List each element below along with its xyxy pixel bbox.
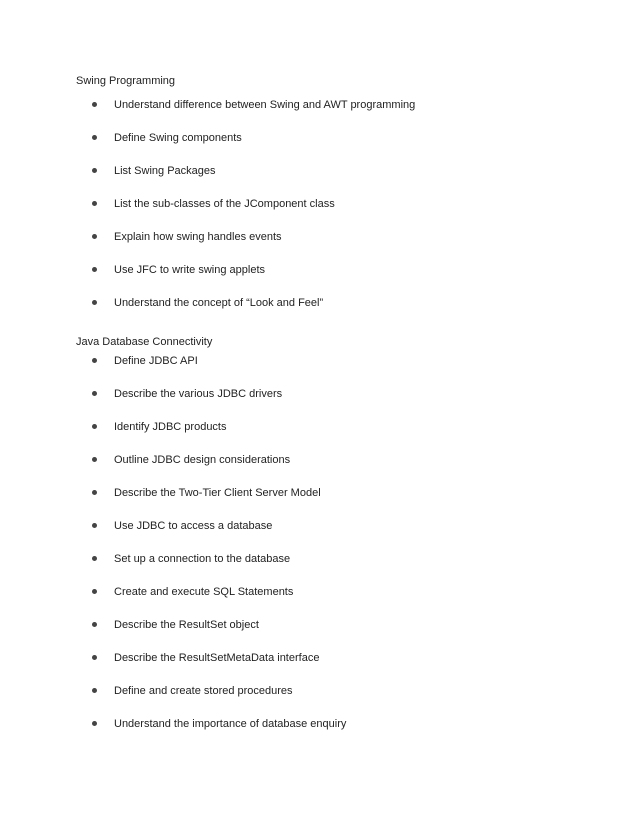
bullet-list xyxy=(0,98,638,329)
bullet-icon xyxy=(92,358,97,363)
list-item xyxy=(0,453,638,486)
bullet-icon xyxy=(92,589,97,594)
list-item-text: Define Swing components xyxy=(114,132,242,144)
bullet-icon xyxy=(92,655,97,660)
list-item xyxy=(0,296,638,329)
bullet-icon xyxy=(92,300,97,305)
list-item-text: Define JDBC API xyxy=(114,355,198,367)
bullet-list xyxy=(0,354,638,750)
list-item-text: List Swing Packages xyxy=(114,165,216,177)
section-heading: Swing Programming xyxy=(76,75,176,87)
list-item-text: List the sub-classes of the JComponent class xyxy=(114,198,335,210)
list-item-text: Describe the ResultSet object xyxy=(114,619,259,631)
list-item-text: Identify JDBC products xyxy=(114,421,227,433)
list-item xyxy=(0,230,638,263)
list-item xyxy=(0,519,638,552)
list-item-text: Describe the Two-Tier Client Server Model xyxy=(114,487,321,499)
list-item xyxy=(0,263,638,296)
bullet-icon xyxy=(92,721,97,726)
bullet-icon xyxy=(92,490,97,495)
bullet-icon xyxy=(92,457,97,462)
bullet-icon xyxy=(92,688,97,693)
bullet-icon xyxy=(92,267,97,272)
list-item xyxy=(0,651,638,684)
list-item-text: Describe the various JDBC drivers xyxy=(114,388,283,400)
list-item xyxy=(0,717,638,750)
bullet-icon xyxy=(92,424,97,429)
list-item xyxy=(0,486,638,519)
list-item-text: Use JFC to write swing applets xyxy=(114,264,265,276)
bullet-icon xyxy=(92,622,97,627)
bullet-icon xyxy=(92,556,97,561)
list-item-text: Understand difference between Swing and AWT programming xyxy=(114,99,416,111)
list-item-text: Understand the importance of database enquiry xyxy=(114,718,347,730)
list-item-text: Describe the ResultSetMetaData interface xyxy=(114,652,320,664)
list-item xyxy=(0,131,638,164)
bullet-icon xyxy=(92,234,97,239)
bullet-icon xyxy=(92,102,97,107)
list-item-text: Use JDBC to access a database xyxy=(114,520,273,532)
list-item xyxy=(0,684,638,717)
list-item-text: Explain how swing handles events xyxy=(114,231,282,243)
list-item xyxy=(0,387,638,420)
list-item-text: Define and create stored procedures xyxy=(114,685,293,697)
list-item-text: Outline JDBC design considerations xyxy=(114,454,291,466)
list-item xyxy=(0,197,638,230)
list-item-text: Understand the concept of “Look and Feel” xyxy=(114,297,324,309)
section-heading: Java Database Connectivity xyxy=(76,336,213,348)
bullet-icon xyxy=(92,201,97,206)
list-item xyxy=(0,164,638,197)
list-item xyxy=(0,354,638,387)
list-item xyxy=(0,552,638,585)
bullet-icon xyxy=(92,135,97,140)
list-item-text: Create and execute SQL Statements xyxy=(114,586,294,598)
list-item xyxy=(0,618,638,651)
list-item xyxy=(0,420,638,453)
list-item xyxy=(0,98,638,131)
bullet-icon xyxy=(92,168,97,173)
bullet-icon xyxy=(92,391,97,396)
list-item xyxy=(0,585,638,618)
list-item-text: Set up a connection to the database xyxy=(114,553,291,565)
bullet-icon xyxy=(92,523,97,528)
